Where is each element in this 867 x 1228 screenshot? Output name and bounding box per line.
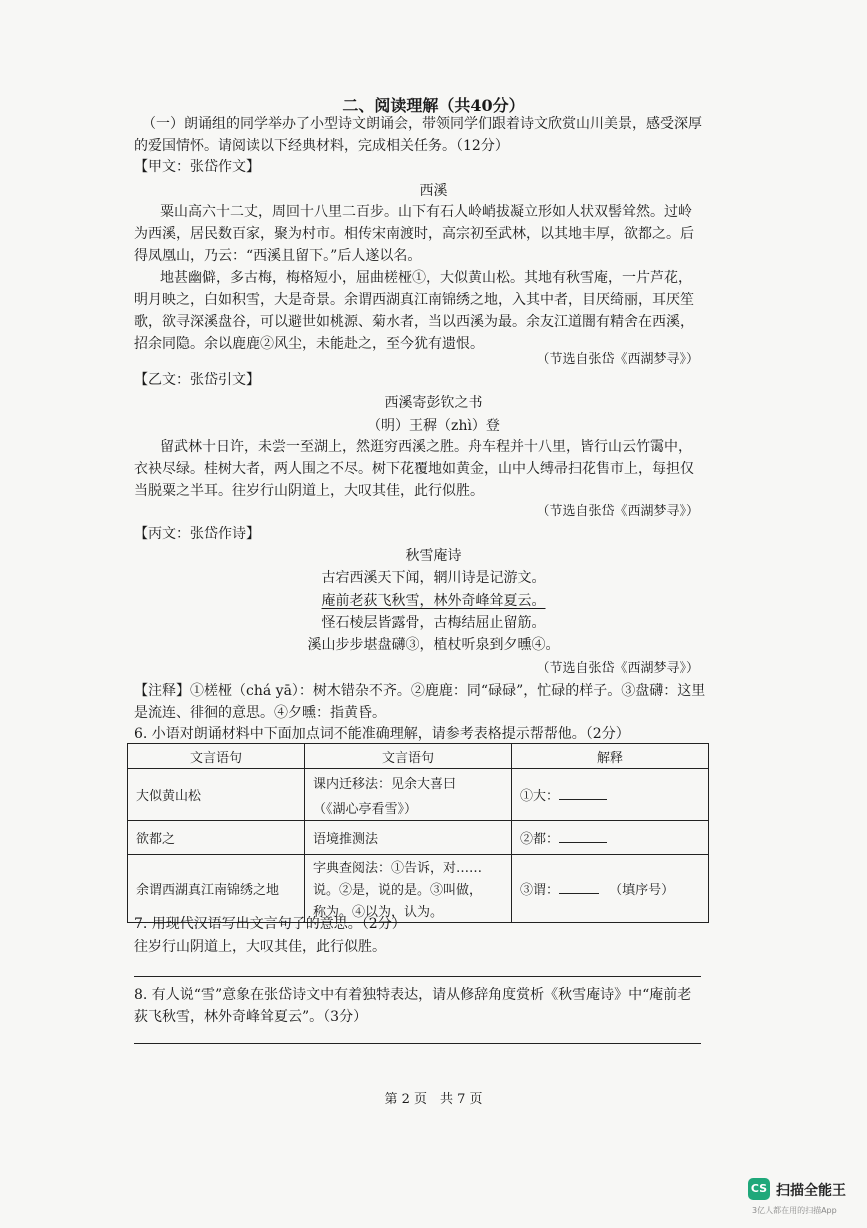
- table-row: [128, 821, 709, 855]
- notes-line-2: 是流连、徘徊的意思。④夕曛：指黄昏。: [134, 705, 386, 721]
- answer-blank[interactable]: [559, 881, 599, 894]
- table-header: 文言语句: [128, 744, 305, 769]
- q8-line-1: 8. 有人说“雪”意象在张岱诗文中有着独特表达，请从修辞角度赏析《秋雪庵诗》中“庵前老: [134, 987, 692, 1003]
- q6-table: [127, 743, 709, 923]
- yi-author: （明）王稺（zhì）登: [367, 418, 500, 434]
- answer-blank[interactable]: [559, 830, 607, 843]
- table-row: [128, 855, 709, 923]
- table-cell-method: 语境推测法: [305, 821, 512, 855]
- bing-title: 秋雪庵诗: [405, 548, 462, 564]
- yi-line-2: 衣袂尽绿。桂树大者，两人围之不尽。树下花覆地如黄金，山中人缚帚扫花售市上，每担仅: [134, 461, 694, 477]
- jia-source: （节选自张岱《西湖梦寻》）: [536, 352, 699, 367]
- q8-answer-line[interactable]: [134, 1043, 701, 1044]
- q7-sentence: 往岁行山阴道上，大叹其佳，此行似胜。: [134, 939, 386, 955]
- method-line: 课内迁移法：见余大喜曰: [313, 776, 457, 792]
- table-cell-answer: [512, 821, 709, 855]
- camscanner-logo-icon: CS: [748, 1178, 770, 1200]
- jia-label: 【甲文：张岱作文】: [134, 159, 260, 175]
- jia-line-7: 招余同隐。余以鹿鹿②风尘，未能赴之，至今犹有遗恨。: [134, 336, 484, 352]
- jia-title: 西溪: [419, 183, 448, 199]
- method-line: 说。②是，说的是。③叫做，: [313, 883, 483, 898]
- yi-line-1: 留武林十日许，未尝一至湖上，然逛穷西溪之胜。舟车程并十八里，皆行山云竹霭中，: [160, 439, 692, 455]
- jia-line-4: 地甚幽僻，多古梅，梅格短小，屈曲槎桠①，大似黄山松。其地有秋雪庵，一片芦花，: [160, 270, 692, 286]
- answer-label: ②都：: [520, 832, 560, 847]
- jia-line-3: 得凤凰山，乃云：“西溪且留下。”后人遂以名。: [134, 248, 422, 264]
- table-row: [128, 769, 709, 821]
- jia-line-5: 明月映之，白如积雪，大是奇景。余谓西湖真江南锦绣之地，入其中者，目厌绮丽，耳厌笙: [134, 292, 694, 308]
- table-cell-method: [305, 855, 512, 923]
- table-header: 解释: [512, 744, 709, 769]
- table-cell-answer: [512, 855, 709, 923]
- page-footer: 第 2 页 共 7 页: [384, 1092, 483, 1107]
- q8-line-2: 荻飞秋雪，林外奇峰耸夏云”。（3分）: [134, 1009, 368, 1025]
- bing-line-3: 怪石棱层皆露骨，古梅结屈止留筋。: [321, 615, 546, 631]
- intro-line-2: 的爱国情怀。请阅读以下经典材料，完成相关任务。（12分）: [134, 138, 509, 154]
- bing-line-1: 古宕西溪天下闻，辋川诗是记游文。: [321, 570, 546, 586]
- method-line: 字典查阅法：①告诉，对……: [313, 861, 483, 876]
- jia-line-6: 歌，欲寻深溪盘谷，可以避世如桃源、菊水者，当以西溪为最。余友江道闇有精舍在西溪，: [134, 314, 694, 330]
- method-line: （《湖心亭看雪》）: [313, 801, 418, 817]
- yi-source: （节选自张岱《西湖梦寻》）: [536, 504, 699, 519]
- yi-title: 西溪寄彭钦之书: [384, 395, 483, 411]
- q7-prompt: 7. 用现代汉语写出文言句子的意思。（2分）: [134, 916, 406, 932]
- table-header: 文言语句: [305, 744, 512, 769]
- q6-prompt: 6. 小语对朗诵材料中下面加点词不能准确理解，请参考表格提示帮帮他。（2分）: [134, 726, 630, 742]
- section-title: 二、阅读理解（共40分）: [342, 96, 525, 115]
- answer-label: ③谓：: [520, 883, 560, 898]
- table-cell-method: [305, 769, 512, 821]
- table-cell-sentence: 大似黄山松: [128, 769, 305, 821]
- answer-note: （填序号）: [609, 883, 675, 898]
- table-cell-answer: [512, 769, 709, 821]
- jia-line-1: 粟山高六十二丈，周回十八里二百步。山下有石人岭峭拔凝立形如人状双髻耸然。过岭: [160, 204, 692, 220]
- notes-line-1: 【注释】①槎桠（chá yā）：树木错杂不齐。②鹿鹿：同“碌碌”，忙碌的样子。③盘礴：这里: [134, 683, 706, 699]
- watermark-tagline: 3亿人都在用的扫描App: [752, 1206, 837, 1215]
- bing-label: 【丙文：张岱作诗】: [134, 526, 260, 542]
- bing-line-4: 溪山步步堪盘礴③，植杖听泉到夕曛④。: [307, 637, 560, 653]
- watermark-name: 扫描全能王: [776, 1183, 846, 1199]
- table-cell-sentence: 余谓西湖真江南锦绣之地: [128, 855, 305, 923]
- answer-blank[interactable]: [559, 787, 607, 800]
- table-cell-sentence: 欲都之: [128, 821, 305, 855]
- method-line: 称为。④以为，认为。: [313, 905, 444, 920]
- yi-label: 【乙文：张岱引文】: [134, 372, 260, 388]
- bing-source: （节选自张岱《西湖梦寻》）: [536, 661, 699, 676]
- jia-line-2: 为西溪，居民数百家，聚为村市。相传宋南渡时，高宗初至武林，以其地丰厚，欲都之。后: [134, 226, 694, 242]
- q7-answer-line[interactable]: [134, 976, 701, 977]
- bing-line-2: 庵前老荻飞秋雪，林外奇峰耸夏云。: [321, 593, 546, 609]
- table-header-row: [128, 744, 709, 769]
- intro-line-1: （一）朗诵组的同学举办了小型诗文朗诵会，带领同学们跟着诗文欣赏山川美景，感受深厚: [142, 116, 702, 132]
- yi-line-3: 当脱粟之半耳。往岁行山阴道上，大叹其佳，此行似胜。: [134, 483, 484, 499]
- answer-label: ①大：: [520, 789, 560, 804]
